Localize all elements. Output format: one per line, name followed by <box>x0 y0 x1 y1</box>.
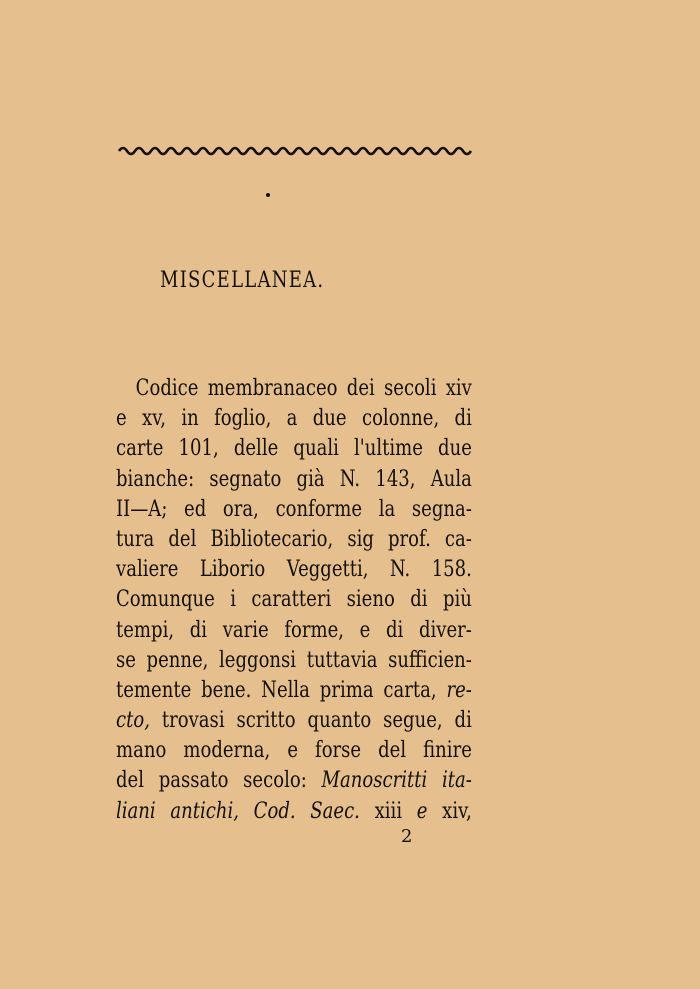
text-segment: tempi, di varie forme, e di diver- <box>116 617 472 643</box>
text-line <box>116 465 472 495</box>
text-line <box>116 434 472 464</box>
text-line <box>116 766 472 796</box>
italic-segment: Manoscritti ita- <box>321 768 472 794</box>
text-segment: carte 101, delle quali l'ultime due <box>116 436 472 462</box>
text-segment: Codice membranaceo dei secoli xiv <box>135 376 472 401</box>
italic-segment: liani antichi, Cod. Saec. <box>116 798 360 824</box>
text-line <box>116 676 472 706</box>
text-line <box>116 374 472 404</box>
text-line <box>116 646 472 676</box>
text-line <box>116 616 472 646</box>
body-paragraph <box>116 374 472 827</box>
text-segment: Comunque i caratteri sieno di più <box>116 587 472 613</box>
text-segment: del passato secolo: <box>116 768 322 794</box>
italic-segment: e <box>416 798 428 824</box>
text-line <box>116 736 472 766</box>
text-segment: temente bene. Nella prima carta, <box>116 677 447 703</box>
text-segment: valiere Liborio Veggetti, N. 158. <box>116 557 472 583</box>
text-segment: II—A; ed ora, conforme la segna- <box>116 496 472 522</box>
italic-segment: cto, <box>116 708 150 734</box>
text-segment: bianche: segnato già N. 143, Aula <box>116 466 472 492</box>
text-line <box>116 495 472 525</box>
text-segment: se penne, leggonsi tuttavia sufficien- <box>116 647 472 673</box>
italic-segment: re- <box>446 677 472 703</box>
ornamental-rule <box>117 140 477 162</box>
text-line <box>116 525 472 555</box>
ink-dot <box>266 193 270 197</box>
text-line <box>116 706 472 736</box>
section-heading: MISCELLANEA. <box>160 268 325 293</box>
text-segment: tura del Bibliotecario, sig prof. ca- <box>116 526 472 552</box>
text-line <box>116 585 472 615</box>
text-line <box>116 555 472 585</box>
text-segment: xiv, <box>427 798 472 824</box>
text-segment: e xv, in foglio, a due colonne, di <box>116 406 472 432</box>
signature-mark: 2 <box>401 826 413 847</box>
text-segment: trovasi scritto quanto segue, di <box>149 708 472 734</box>
text-line <box>116 797 472 827</box>
text-line <box>116 404 472 434</box>
text-segment: xiii <box>359 798 417 824</box>
text-segment: mano moderna, e forse del finire <box>116 738 472 764</box>
